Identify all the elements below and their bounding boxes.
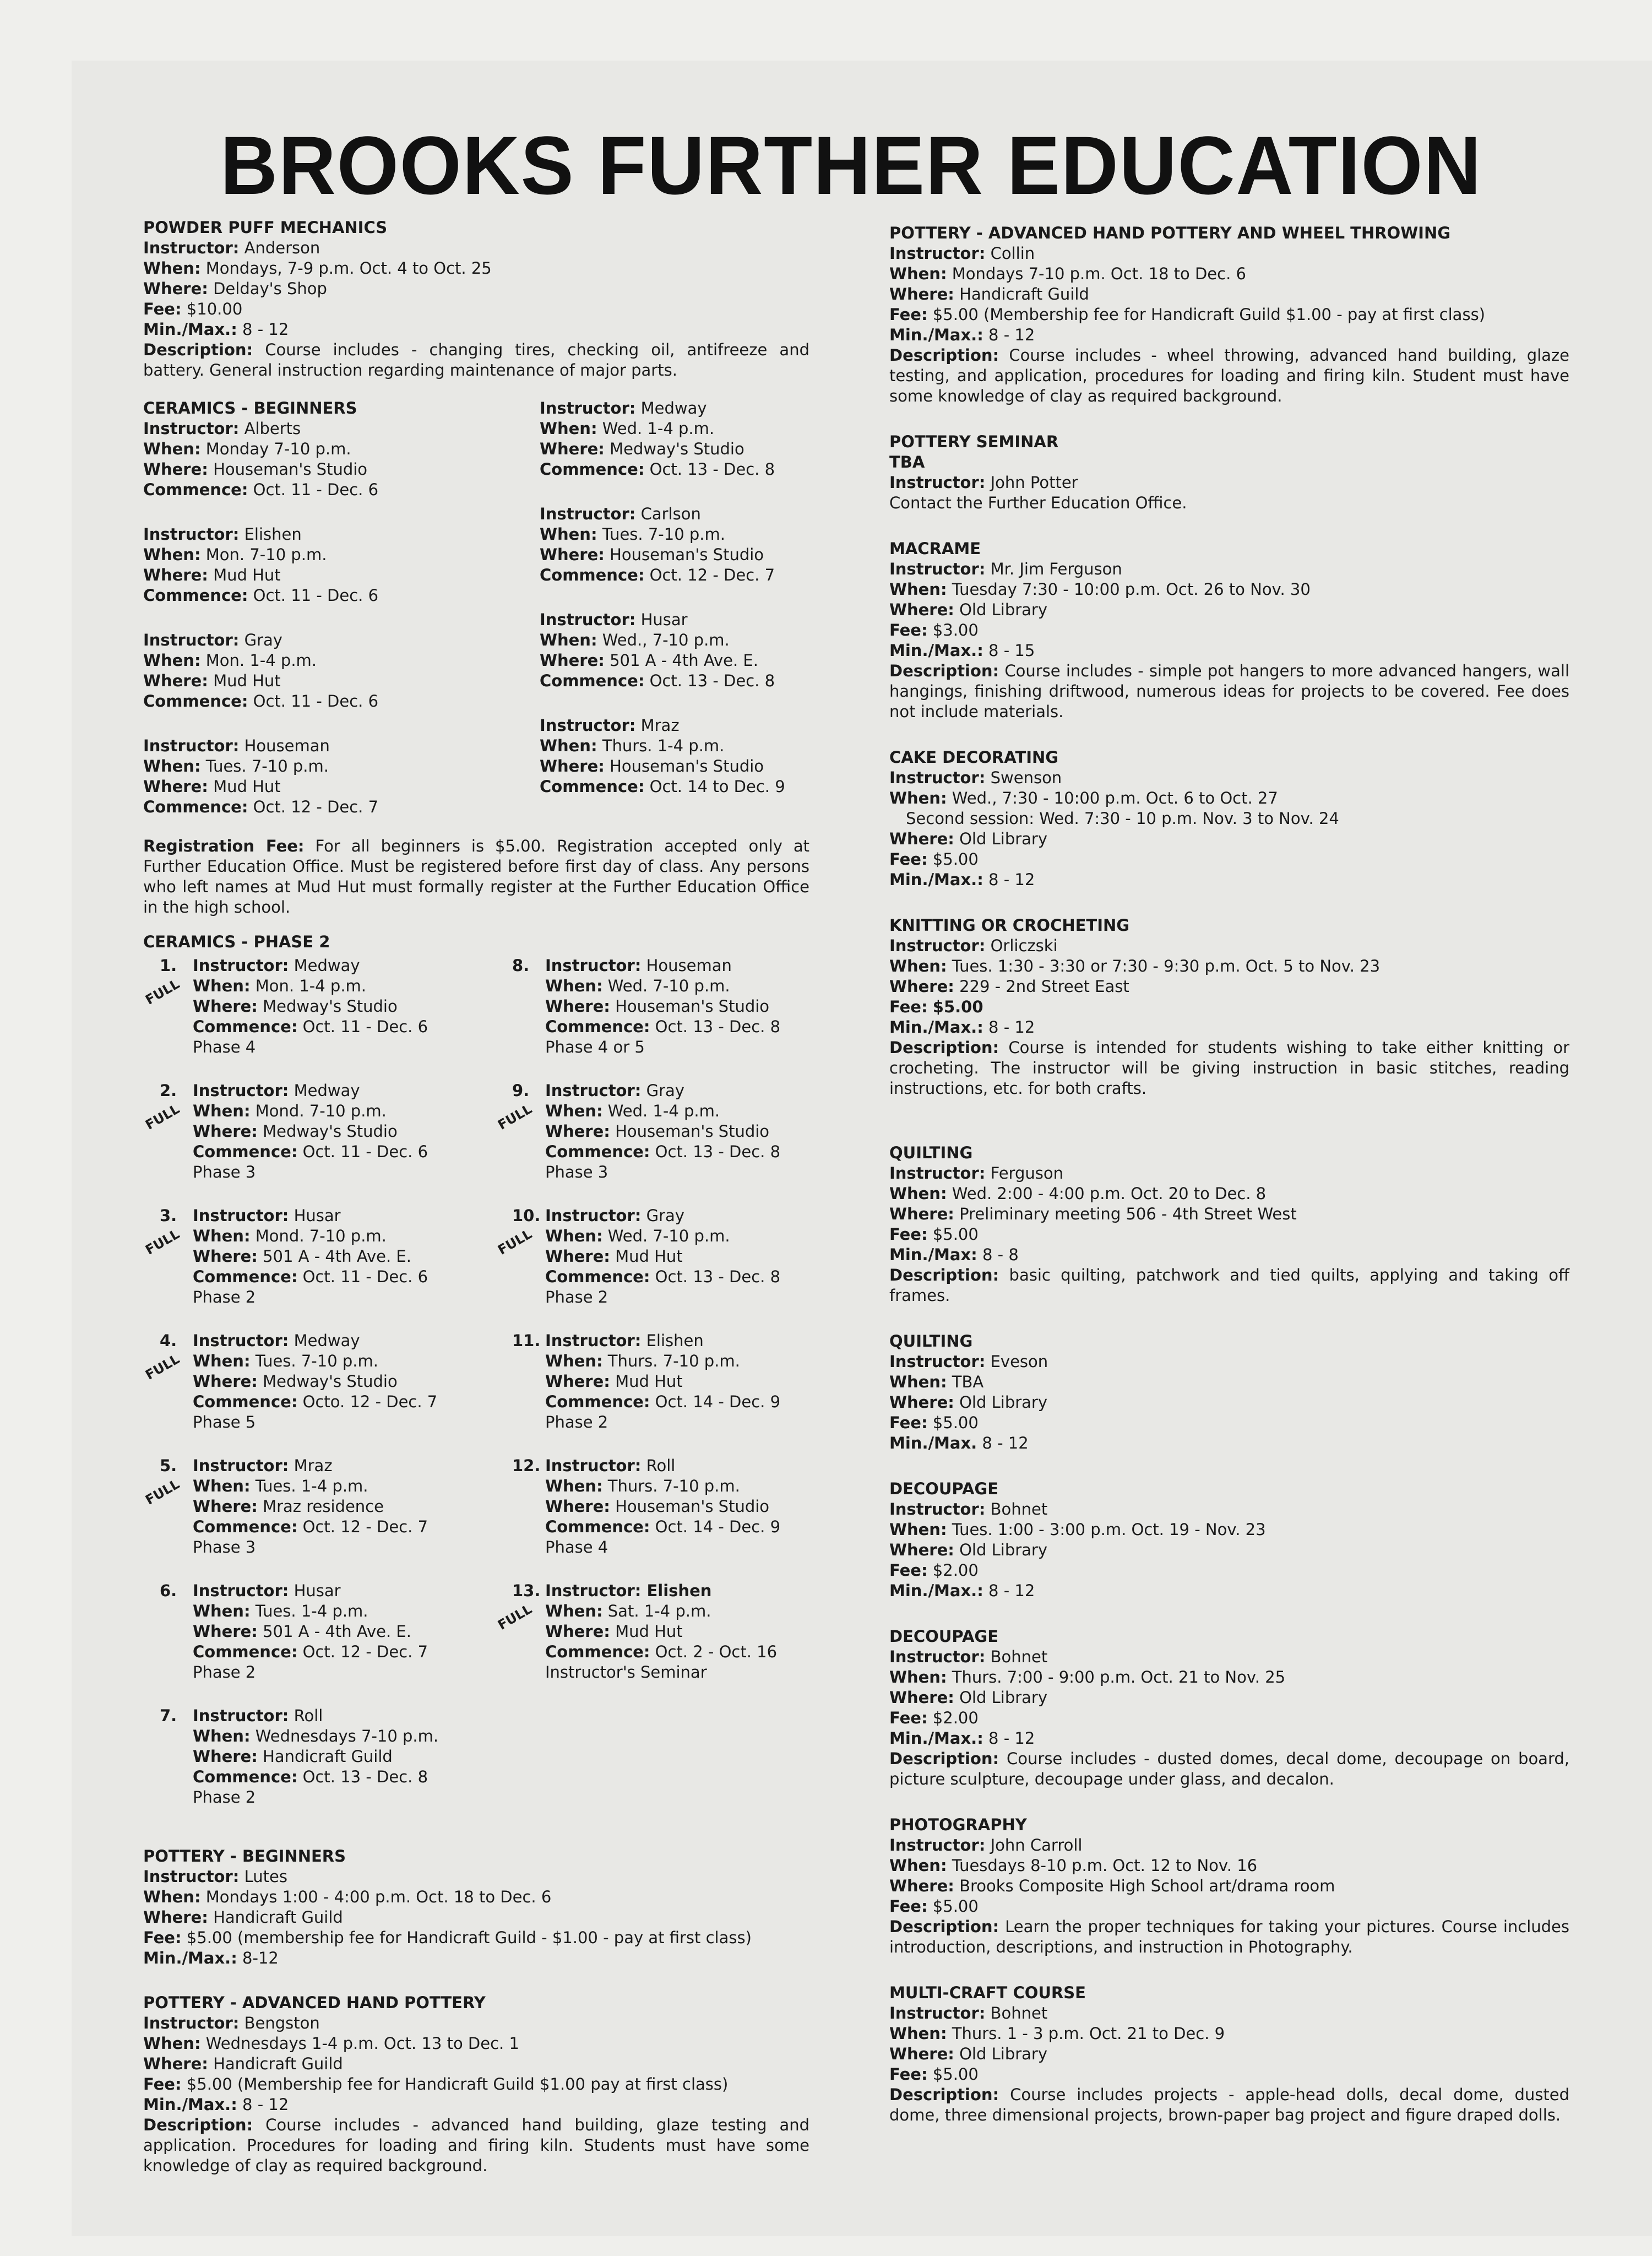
phase-label: Phase 2 [545, 1413, 608, 1431]
info-line: When: Wed. 7-10 p.m. [545, 977, 730, 995]
phase2-entry [496, 1456, 809, 1558]
info-line: Min./Max.: 8 - 12 [143, 2095, 289, 2114]
info-line: Where: Old Library [889, 1541, 1048, 1559]
info-line: When: Tues. 1:30 - 3:30 or 7:30 - 9:30 p.m. Oct. 5 to Nov. 23 [889, 957, 1381, 975]
entry-number: 12. [512, 1456, 541, 1475]
course-description: Description: Course is intended for students wishing to take either knitting or crocheting. The instructor will be giving instruction in basic stitches, reading instructions, etc. for both crafts. [889, 1038, 1569, 1098]
course-section [889, 915, 1569, 1099]
info-line: Where: Handicraft Guild [889, 285, 1089, 303]
info-line: Commence: Oct. 11 - Dec. 6 [193, 1267, 428, 1286]
course-heading: CERAMICS - PHASE 2 [143, 932, 330, 951]
info-line: Where: Handicraft Guild [193, 1747, 393, 1766]
info-line: When: Wed. 1-4 p.m. [545, 1102, 720, 1120]
info-line: Where: Mud Hut [545, 1372, 683, 1391]
course-heading: POTTERY - ADVANCED HAND POTTERY AND WHEEL THROWING [889, 224, 1451, 242]
info-line: When: Tues. 1:00 - 3:00 p.m. Oct. 19 - Nov. 23 [889, 1520, 1266, 1539]
phase2-entry [143, 1206, 485, 1308]
info-line: Where: Mraz residence [193, 1497, 384, 1516]
info-line: Fee: $5.00 [889, 1897, 979, 1916]
class-entry [540, 715, 809, 797]
info-line: When: Wed., 7-10 p.m. [540, 631, 730, 649]
info-line: Where: 229 - 2nd Street East [889, 977, 1129, 996]
info-line: When: Tues. 7-10 p.m. [540, 525, 725, 544]
info-line: Instructor: Bohnet [889, 1500, 1048, 1519]
phase2-entry [143, 1456, 485, 1558]
course-section [889, 1479, 1569, 1601]
info-line: Fee: $3.00 [889, 621, 979, 639]
info-line: Where: Mud Hut [143, 671, 281, 690]
info-line: Where: Mud Hut [143, 566, 281, 584]
course-heading: MACRAME [889, 539, 981, 558]
course-description: Description: Course includes projects - apple-head dolls, decal dome, dusted dome, three dimensional projects, brown-paper bag project and figure draped dolls. [889, 2085, 1569, 2124]
info-line: Instructor: Medway [193, 1081, 360, 1100]
info-line: When: Tues. 7-10 p.m. [193, 1352, 378, 1370]
full-stamp: FULL [143, 1476, 182, 1508]
course-pottery-beginners [143, 1846, 809, 1968]
course-ceramics-beginners [143, 398, 809, 918]
class-entry [143, 419, 529, 500]
info-line: Fee: $5.00 [889, 1413, 979, 1432]
info-line: Min./Max.: 8 - 12 [889, 1729, 1035, 1748]
info-line: Instructor: Alberts [143, 419, 301, 438]
info-line: Instructor: Gray [545, 1206, 684, 1225]
info-line: Instructor: Mraz [193, 1456, 333, 1475]
phase2-entry [496, 1081, 809, 1183]
info-line: Fee: $5.00 [889, 1225, 979, 1244]
class-entry [143, 736, 529, 817]
page-title: BROOKS FURTHER EDUCATION [220, 119, 1482, 212]
info-line: Commence: Oct. 2 - Oct. 16 [545, 1642, 778, 1661]
info-line: Where: Handicraft Guild [143, 2054, 343, 2073]
info-line: Commence: Oct. 13 - Dec. 8 [545, 1017, 781, 1036]
info-line: When: Mon. 1-4 p.m. [193, 977, 367, 995]
info-line: Instructor: Houseman [143, 736, 330, 755]
info-line: Where: 501 A - 4th Ave. E. [540, 651, 758, 670]
info-line: Where: Medway's Studio [193, 997, 398, 1016]
phase-label: Instructor's Seminar [545, 1663, 707, 1682]
info-line: Where: Old Library [889, 1688, 1048, 1707]
info-line: Commence: Oct. 12 - Dec. 7 [193, 1517, 428, 1536]
info-line: Min./Max.: 8 - 12 [889, 1018, 1035, 1037]
info-line: Where: 501 A - 4th Ave. E. [193, 1247, 411, 1266]
info-line: Instructor: Orliczski [889, 936, 1058, 955]
class-entry [540, 504, 809, 585]
info-line: Instructor: Husar [540, 610, 688, 629]
info-line: When: Tuesday 7:30 - 10:00 p.m. Oct. 26 to Nov. 30 [889, 580, 1311, 599]
phase2-entry [143, 956, 485, 1058]
info-line: When: Mond. 7-10 p.m. [193, 1227, 387, 1245]
course-heading: POWDER PUFF MECHANICS [143, 218, 388, 237]
phase-label: Phase 4 [545, 1538, 608, 1557]
info-line: Where: Houseman's Studio [545, 1122, 770, 1141]
info-line: When: Thurs. 7:00 - 9:00 p.m. Oct. 21 to Nov. 25 [889, 1668, 1286, 1686]
course-description: Description: Course includes - wheel throwing, advanced hand building, glaze testing, and application, procedures for loading and firing kiln. Student must have some knowledge of clay as required background. [889, 346, 1569, 405]
info-line: Min./Max.: 8 - 15 [889, 641, 1035, 660]
course-section [889, 539, 1569, 722]
phase2-entry [496, 1206, 809, 1308]
full-stamp: FULL [143, 1101, 182, 1133]
info-line: Fee: $5.00 [889, 2065, 979, 2084]
entry-number: 9. [512, 1081, 530, 1100]
info-line: When: Tues. 7-10 p.m. [143, 757, 329, 776]
course-heading: POTTERY - BEGINNERS [143, 1847, 346, 1865]
info-line: When: Monday 7-10 p.m. [143, 440, 351, 458]
full-stamp: FULL [495, 1226, 535, 1258]
entry-number: 1. [160, 956, 177, 975]
info-line: Where: Houseman's Studio [143, 460, 368, 479]
course-section [889, 432, 1569, 513]
info-line: Where: Mud Hut [143, 777, 281, 796]
ceramics-beg-col1 [143, 398, 529, 842]
class-entry [143, 524, 529, 606]
info-line: Where: Houseman's Studio [545, 1497, 770, 1516]
info-line: Commence: Oct. 12 - Dec. 7 [540, 566, 775, 584]
info-line: Instructor: Bohnet [889, 2004, 1048, 2022]
info-line: When: Wednesdays 1-4 p.m. Oct. 13 to Dec. 1 [143, 2034, 519, 2053]
info-line: Instructor: Elishen [143, 525, 302, 544]
course-description: Description: Learn the proper techniques for taking your pictures. Course includes introduction, descriptions, and instruction in Photography. [889, 1917, 1569, 1956]
info-line: When: Wed., 7:30 - 10:00 p.m. Oct. 6 to Oct. 27 [889, 789, 1278, 807]
info-line: When: Sat. 1-4 p.m. [545, 1602, 711, 1620]
info-line: Fee: $5.00 (Membership fee for Handicraft Guild $1.00 pay at first class) [143, 2075, 729, 2094]
course-section [889, 1143, 1569, 1306]
left-column [143, 218, 809, 2200]
info-line: Commence: Oct. 14 - Dec. 9 [545, 1517, 781, 1536]
registration-note: Registration Fee: For all beginners is $5.00. Registration accepted only at Further Education Office. Must be registered before first day of class. Any persons who left names at Mud Hut must formally register at the Further Education Office in the high school. [143, 837, 810, 916]
entry-number: 11. [512, 1331, 541, 1350]
info-line: When: Tues. 1-4 p.m. [193, 1602, 368, 1620]
info-line: Where: Old Library [889, 1393, 1048, 1412]
info-line: Fee: $2.00 [889, 1709, 979, 1727]
entry-number: 8. [512, 956, 530, 975]
course-section [889, 1983, 1569, 2125]
info-line: Instructor: Bengston [143, 2014, 320, 2032]
info-line: Where: Houseman's Studio [540, 757, 764, 776]
entry-number: 7. [160, 1706, 177, 1725]
phase-label: Phase 4 or 5 [545, 1038, 645, 1056]
course-pottery-advanced [143, 1993, 809, 2176]
info-line: Fee: $5.00 (Membership fee for Handicraft Guild $1.00 - pay at first class) [889, 305, 1485, 324]
info-line: Instructor: Mr. Jim Ferguson [889, 560, 1122, 578]
phase-label: Phase 3 [193, 1538, 256, 1557]
info-line: Min./Max.: 8 - 12 [143, 320, 289, 339]
info-line: Min./Max.: 8 - 12 [889, 870, 1035, 889]
info-line: Instructor: Gray [143, 631, 282, 649]
course-section [889, 1815, 1569, 1957]
phase2-entry [143, 1706, 485, 1808]
info-line: When: Wed. 1-4 p.m. [540, 419, 715, 438]
info-line: Where: Preliminary meeting 506 - 4th Street West [889, 1205, 1297, 1223]
info-line: Where: Medway's Studio [193, 1372, 398, 1391]
entry-number: 13. [512, 1581, 541, 1600]
info-line: When: Tues. 1-4 p.m. [193, 1477, 368, 1495]
course-description: Description: Course includes - advanced hand building, glaze testing and application. Procedures for loading and firing kiln. Students must have some knowledge of clay as required background. [143, 2116, 810, 2175]
info-line: Instructor: Ferguson [889, 1164, 1063, 1183]
phase2-entry [143, 1331, 485, 1433]
course-heading: POTTERY SEMINAR [889, 432, 1059, 451]
info-line: Where: Houseman's Studio [545, 997, 770, 1016]
phase-label: Phase 2 [193, 1663, 256, 1682]
info-line: Instructor: Collin [889, 244, 1035, 263]
info-line: Instructor: John Potter [889, 473, 1078, 492]
class-entry [143, 630, 529, 712]
entry-number: 3. [160, 1206, 177, 1225]
course-heading: QUILTING [889, 1332, 973, 1351]
course-description: Description: Course includes - simple pot hangers to more advanced hangers, wall hangings, finishing driftwood, numerous ideas for projects to be covered. Fee does not include materials. [889, 661, 1569, 721]
full-stamp: FULL [143, 1351, 182, 1383]
info-line: Fee: $2.00 [889, 1561, 979, 1580]
info-line: Instructor: Elishen [545, 1581, 712, 1600]
phase2-entry [496, 1331, 809, 1433]
phase-label: Phase 2 [193, 1288, 256, 1306]
info-line: Instructor: John Carroll [889, 1836, 1083, 1854]
info-line: Where: Mud Hut [545, 1622, 683, 1641]
info-line: Instructor: Roll [193, 1706, 323, 1725]
info-line: Instructor: Eveson [889, 1352, 1048, 1371]
info-line: Where: Old Library [889, 2044, 1048, 2063]
info-line: Commence: Oct. 11 - Dec. 6 [193, 1017, 428, 1036]
info-line: Where: Houseman's Studio [540, 545, 764, 564]
info-line: Instructor: Mraz [540, 716, 680, 735]
phase-label: Phase 5 [193, 1413, 256, 1431]
info-line: Where: Delday's Shop [143, 279, 327, 298]
info-line: TBA [889, 453, 925, 471]
phase2-col1 [143, 956, 485, 1831]
phase-label: Phase 2 [545, 1288, 608, 1306]
info-line: Instructor: Medway [193, 1331, 360, 1350]
phase2-entry [143, 1581, 485, 1683]
info-line: Commence: Oct. 14 - Dec. 9 [545, 1392, 781, 1411]
entry-number: 2. [160, 1081, 177, 1100]
course-ceramics-phase2 [143, 932, 809, 1831]
course-heading: DECOUPAGE [889, 1627, 999, 1646]
info-line: Fee: $10.00 [143, 300, 243, 318]
course-heading: KNITTING OR CROCHETING [889, 916, 1130, 935]
info-line: Instructor: Elishen [545, 1331, 704, 1350]
info-line: Instructor: Houseman [545, 956, 732, 975]
info-line: Instructor: Swenson [889, 768, 1062, 787]
info-line: Fee: $5.00 [889, 997, 983, 1016]
info-line: When: Mon. 1-4 p.m. [143, 651, 317, 670]
phase-label: Phase 2 [193, 1788, 256, 1807]
info-line: When: Thurs. 1 - 3 p.m. Oct. 21 to Dec. 9 [889, 2024, 1225, 2043]
course-heading: QUILTING [889, 1143, 973, 1162]
info-line: Commence: Oct. 13 - Dec. 8 [540, 671, 775, 690]
info-line: Min./Max. 8 - 12 [889, 1434, 1029, 1452]
full-stamp: FULL [495, 1101, 535, 1133]
info-line: Fee: $5.00 (membership fee for Handicraft Guild - $1.00 - pay at first class) [143, 1928, 752, 1947]
info-line: Commence: Oct. 13 - Dec. 8 [545, 1267, 781, 1286]
info-line: Where: Medway's Studio [193, 1122, 398, 1141]
info-line: Instructor: Carlson [540, 505, 701, 523]
info-line: When: Thurs. 7-10 p.m. [545, 1477, 740, 1495]
info-line: Where: Old Library [889, 600, 1048, 619]
info-line: Where: Old Library [889, 829, 1048, 848]
ceramics-beg-col2 [540, 398, 809, 842]
info-line: When: Wed. 2:00 - 4:00 p.m. Oct. 20 to Dec. 8 [889, 1184, 1267, 1203]
phase2-col2 [496, 956, 809, 1831]
info-line: Second session: Wed. 7:30 - 10 p.m. Nov. 3 to Nov. 24 [906, 809, 1339, 828]
full-stamp: FULL [143, 1226, 182, 1258]
info-line: Commence: Oct. 12 - Dec. 7 [143, 798, 379, 816]
info-line: Instructor: Bohnet [889, 1647, 1048, 1666]
info-line: Instructor: Roll [545, 1456, 676, 1475]
info-line: Min./Max: 8 - 8 [889, 1245, 1019, 1264]
info-line: Min./Max.: 8-12 [143, 1949, 279, 1967]
info-line: Instructor: Husar [193, 1206, 341, 1225]
info-line: When: Mond. 7-10 p.m. [193, 1102, 387, 1120]
course-powder-puff [143, 218, 809, 381]
info-line: Commence: Oct. 11 - Dec. 6 [143, 692, 379, 711]
info-line: Commence: Oct. 13 - Dec. 8 [193, 1767, 428, 1786]
course-description: Description: Course includes - dusted domes, decal dome, decoupage on board, picture sculpture, decoupage under glass, and decalon. [889, 1749, 1569, 1788]
info-line: Min./Max.: 8 - 12 [889, 326, 1035, 344]
course-heading: MULTI-CRAFT COURSE [889, 1983, 1086, 2002]
course-heading: POTTERY - ADVANCED HAND POTTERY [143, 1993, 486, 2012]
phase-label: Phase 4 [193, 1038, 256, 1056]
phase2-entry [143, 1081, 485, 1183]
info-line: When: TBA [889, 1373, 984, 1391]
course-section [889, 1331, 1569, 1454]
info-line: When: Wednesdays 7-10 p.m. [193, 1727, 439, 1745]
course-description: Description: basic quilting, patchwork and tied quilts, applying and taking off frames. [889, 1266, 1569, 1305]
phase-label: Phase 3 [545, 1163, 608, 1181]
info-line: Instructor: Medway [193, 956, 360, 975]
info-line: Instructor: Lutes [143, 1867, 287, 1886]
right-column [889, 223, 1569, 2151]
course-heading: DECOUPAGE [889, 1479, 999, 1498]
info-line: Contact the Further Education Office. [889, 494, 1187, 512]
entry-number: 4. [160, 1331, 177, 1350]
info-line: When: Mon. 7-10 p.m. [143, 545, 327, 564]
info-line: Instructor: Medway [540, 399, 707, 417]
info-line: Fee: $5.00 [889, 850, 979, 869]
info-line: Where: Handicraft Guild [143, 1908, 343, 1927]
info-line: Instructor: Husar [193, 1581, 341, 1600]
entry-number: 10. [512, 1206, 541, 1225]
info-line: Instructor: Gray [545, 1081, 684, 1100]
info-line: When: Mondays, 7-9 p.m. Oct. 4 to Oct. 25 [143, 259, 492, 278]
info-line: Instructor: Anderson [143, 238, 320, 257]
course-heading: CAKE DECORATING [889, 748, 1059, 767]
info-line: Commence: Oct. 11 - Dec. 6 [143, 586, 379, 605]
info-line: Commence: Oct. 13 - Dec. 8 [545, 1142, 781, 1161]
info-line: Where: 501 A - 4th Ave. E. [193, 1622, 411, 1641]
info-line: Commence: Octo. 12 - Dec. 7 [193, 1392, 438, 1411]
info-line: Min./Max.: 8 - 12 [889, 1581, 1035, 1600]
info-line: Commence: Oct. 12 - Dec. 7 [193, 1642, 428, 1661]
entry-number: 6. [160, 1581, 177, 1600]
info-line: Commence: Oct. 11 - Dec. 6 [143, 480, 379, 499]
info-line: Commence: Oct. 13 - Dec. 8 [540, 460, 775, 479]
info-line: When: Tuesdays 8-10 p.m. Oct. 12 to Nov. 16 [889, 1856, 1258, 1875]
entry-number: 5. [160, 1456, 177, 1475]
full-stamp: FULL [495, 1601, 535, 1633]
course-section [889, 747, 1569, 890]
info-line: When: Mondays 7-10 p.m. Oct. 18 to Dec. 6 [889, 264, 1246, 283]
class-entry [540, 398, 809, 480]
info-line: When: Thurs. 1-4 p.m. [540, 736, 725, 755]
info-line: When: Thurs. 7-10 p.m. [545, 1352, 740, 1370]
class-entry [540, 610, 809, 691]
info-line: Where: Medway's Studio [540, 440, 745, 458]
info-line: Where: Brooks Composite High School art/drama room [889, 1877, 1335, 1895]
info-line: Where: Mud Hut [545, 1247, 683, 1266]
course-heading: CERAMICS - BEGINNERS [143, 399, 357, 417]
full-stamp: FULL [143, 976, 182, 1008]
phase-label: Phase 3 [193, 1163, 256, 1181]
info-line: Commence: Oct. 11 - Dec. 6 [193, 1142, 428, 1161]
info-line: When: Wed. 7-10 p.m. [545, 1227, 730, 1245]
course-section [889, 223, 1569, 406]
course-description: Description: Course includes - changing tires, checking oil, antifreeze and battery. General instruction regarding maintenance of major parts. [143, 340, 809, 379]
phase2-entry [496, 956, 809, 1058]
course-section [889, 1626, 1569, 1789]
phase2-entry [496, 1581, 809, 1683]
info-line: When: Mondays 1:00 - 4:00 p.m. Oct. 18 to Dec. 6 [143, 1888, 552, 1906]
course-heading: PHOTOGRAPHY [889, 1815, 1027, 1834]
info-line: Commence: Oct. 14 to Dec. 9 [540, 777, 785, 796]
